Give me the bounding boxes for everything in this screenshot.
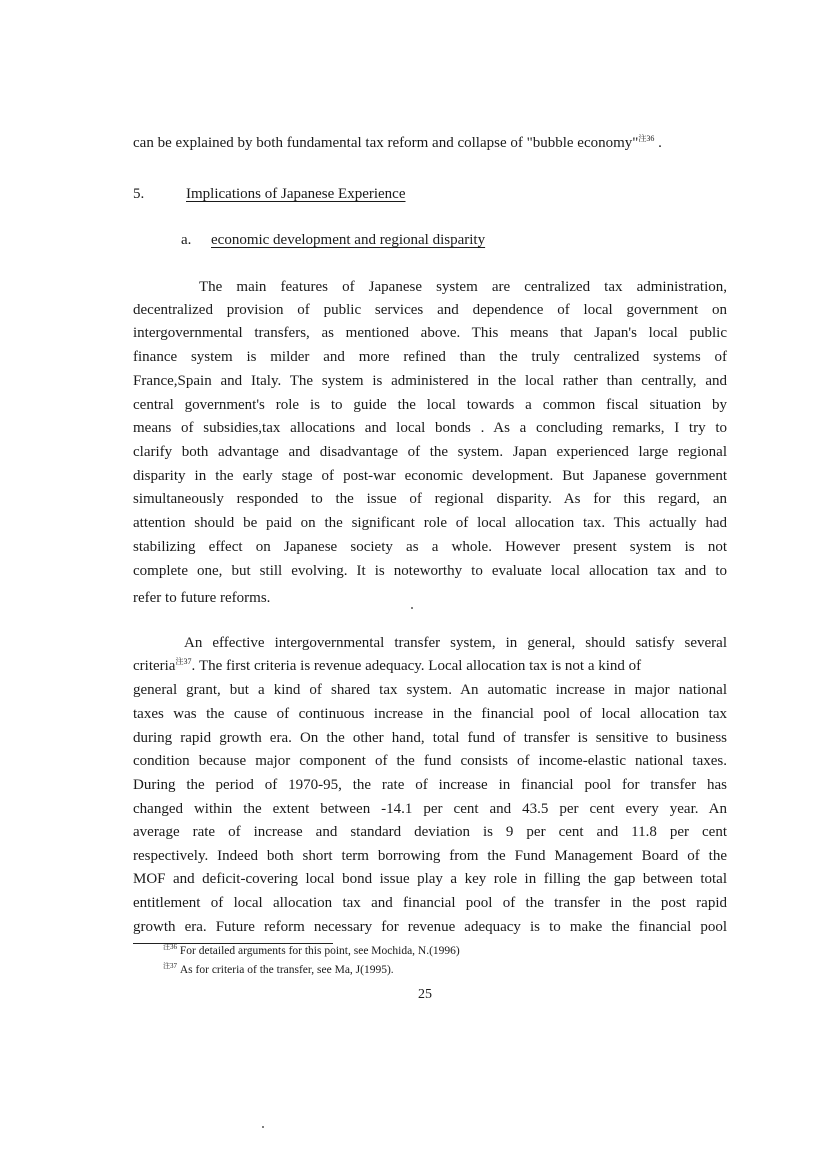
section-title: Implications of Japanese Experience — [186, 186, 406, 202]
footnote-37 — [163, 963, 394, 977]
scan-speck — [262, 1126, 264, 1128]
paragraph2-line: during rapid growth era. On the other hand, total fund of transfer is sensitive to business — [133, 730, 727, 746]
page-number: 25 — [418, 987, 432, 1002]
paragraph2-line: changed within the extent between -14.1 per cent and 43.5 per cent every year. An — [133, 801, 727, 817]
section-number: 5. — [133, 186, 145, 202]
paragraph1-line: simultaneously responded to the issue of regional disparity. As for this regard, an — [133, 491, 727, 507]
footnote-ref-37: 注37 — [175, 657, 192, 666]
intro-text: can be explained by both fundamental tax reform and collapse of "bubble economy" — [133, 135, 639, 151]
criteria-word: criteria — [133, 658, 176, 674]
paragraph2-line: MOF and deficit-covering local bond issue play a key role in filling the gap between total — [133, 871, 727, 887]
paragraph2-line: taxes was the cause of continuous increase in the financial pool of local allocation tax — [133, 706, 727, 722]
paragraph1-line: complete one, but still evolving. It is noteworthy to evaluate local allocation tax and to — [133, 563, 727, 579]
subsection-title: economic development and regional disparity — [211, 232, 486, 248]
paragraph2-line: During the period of 1970-95, the rate of increase in financial pool for transfer has — [133, 777, 727, 793]
paragraph1-line: France,Spain and Italy. The system is administered in the local rather than centrally, and — [133, 373, 727, 389]
paragraph1-line: stabilizing effect on Japanese society as a whole. However present system is not — [133, 539, 727, 555]
footnote-text: As for criteria of the transfer, see Ma, J(1995). — [179, 964, 394, 976]
footnote-text: For detailed arguments for this point, see Mochida, N.(1996) — [179, 945, 460, 957]
paragraph1-line: central government's role is to guide the local towards a common fiscal situation by — [133, 397, 727, 413]
paragraph2-line: average rate of increase and standard deviation is 9 per cent and 11.8 per cent — [133, 824, 727, 840]
paragraph2-line: An effective intergovernmental transfer system, in general, should satisfy several — [184, 635, 727, 651]
paragraph2-line-rest: . The first criteria is revenue adequacy. Local allocation tax is not a kind of — [191, 658, 642, 674]
paragraph2-line: condition because major component of the fund consists of income-elastic national taxes. — [133, 753, 727, 769]
paragraph2-line: growth era. Future reform necessary for revenue adequacy is to make the financial pool — [133, 919, 727, 935]
paragraph2-line: respectively. Indeed both short term borrowing from the Fund Management Board of the — [133, 848, 727, 864]
subsection-letter: a. — [181, 232, 192, 248]
footnote-ref-36: 注36 — [638, 134, 655, 143]
paragraph1-line: means of subsidies,tax allocations and local bonds . As a concluding remarks, I try to — [133, 420, 727, 436]
paragraph1-line: The main features of Japanese system are centralized tax administration, — [199, 279, 727, 295]
footnote-mark: 注36 — [163, 943, 177, 951]
scan-speck — [411, 607, 413, 609]
paragraph1-line: intergovernmental transfers, as mentioned above. This means that Japan's local public — [133, 325, 727, 341]
footnote-mark: 注37 — [163, 962, 177, 970]
paragraph1-line: clarify both advantage and disadvantage of the system. Japan experienced large regional — [133, 444, 727, 460]
paragraph1-line: refer to future reforms. — [133, 590, 271, 606]
paragraph1-line: finance system is milder and more refined than the truly centralized systems of — [133, 349, 727, 365]
paragraph2-line: entitlement of local allocation tax and financial pool of the transfer in the post rapid — [133, 895, 727, 911]
footnote-36 — [163, 944, 460, 958]
paragraph2-line — [133, 657, 641, 675]
intro-line — [133, 134, 662, 152]
paragraph1-line: disparity in the early stage of post-war economic development. But Japanese government — [133, 468, 727, 484]
paragraph1-line: attention should be paid on the significant role of local allocation tax. This actually had — [133, 515, 727, 531]
intro-end: . — [658, 135, 662, 151]
paragraph2-line: general grant, but a kind of shared tax system. An automatic increase in major national — [133, 682, 727, 698]
paragraph1-line: decentralized provision of public services and dependence of local government on — [133, 302, 727, 318]
